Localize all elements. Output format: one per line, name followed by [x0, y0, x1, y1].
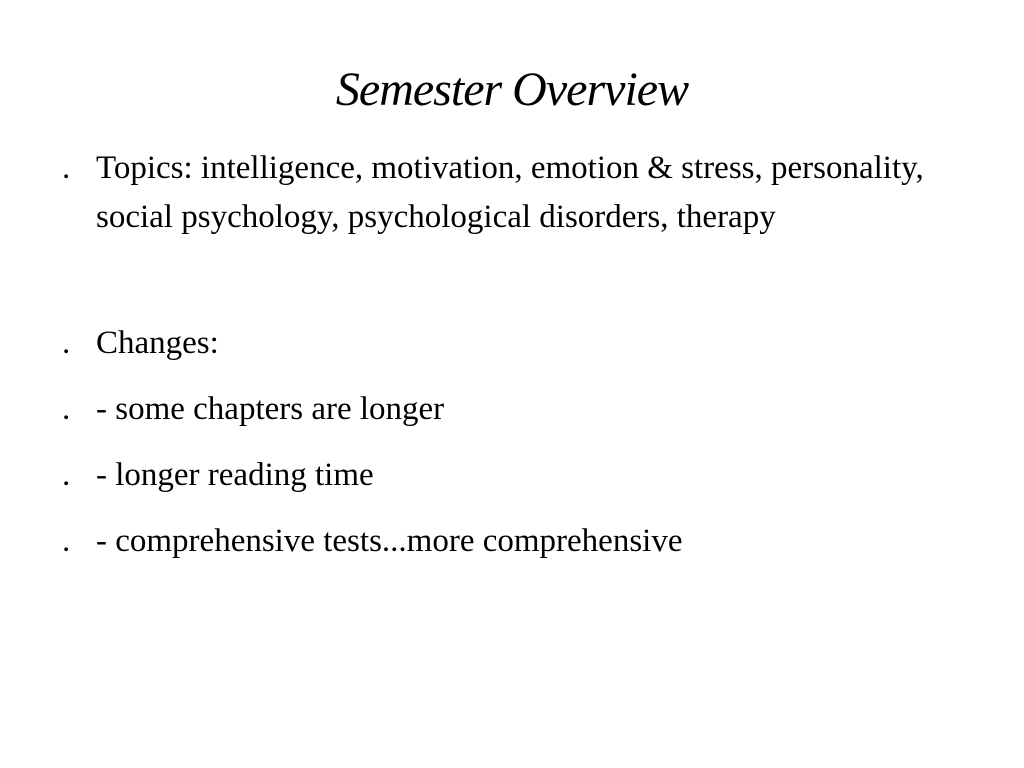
bullet-item-reading-time [60, 451, 960, 500]
bullet-dot-icon: . [62, 523, 71, 559]
bullet-dot-icon: . [62, 391, 71, 427]
slide-title: Semester Overview [335, 63, 689, 116]
bullet-text: - comprehensive tests...more comprehensive [96, 523, 683, 559]
bullet-item-topics [60, 144, 960, 242]
bullet-dot-icon: . [62, 457, 71, 493]
bullet-item-tests [60, 517, 960, 566]
bullet-text: Changes: [96, 325, 219, 361]
bullet-text: - longer reading time [96, 457, 374, 493]
bullet-dot-icon: . [62, 325, 71, 361]
bullet-dot-icon: . [62, 150, 71, 186]
bullet-list [60, 144, 960, 566]
bullet-text: Topics: intelligence, motivation, emotion & stress, personality, social psychology, psychological disorders, therapy [96, 150, 924, 235]
bullet-item-changes [60, 319, 960, 368]
bullet-item-chapters [60, 385, 960, 434]
bullet-text: - some chapters are longer [96, 391, 445, 427]
